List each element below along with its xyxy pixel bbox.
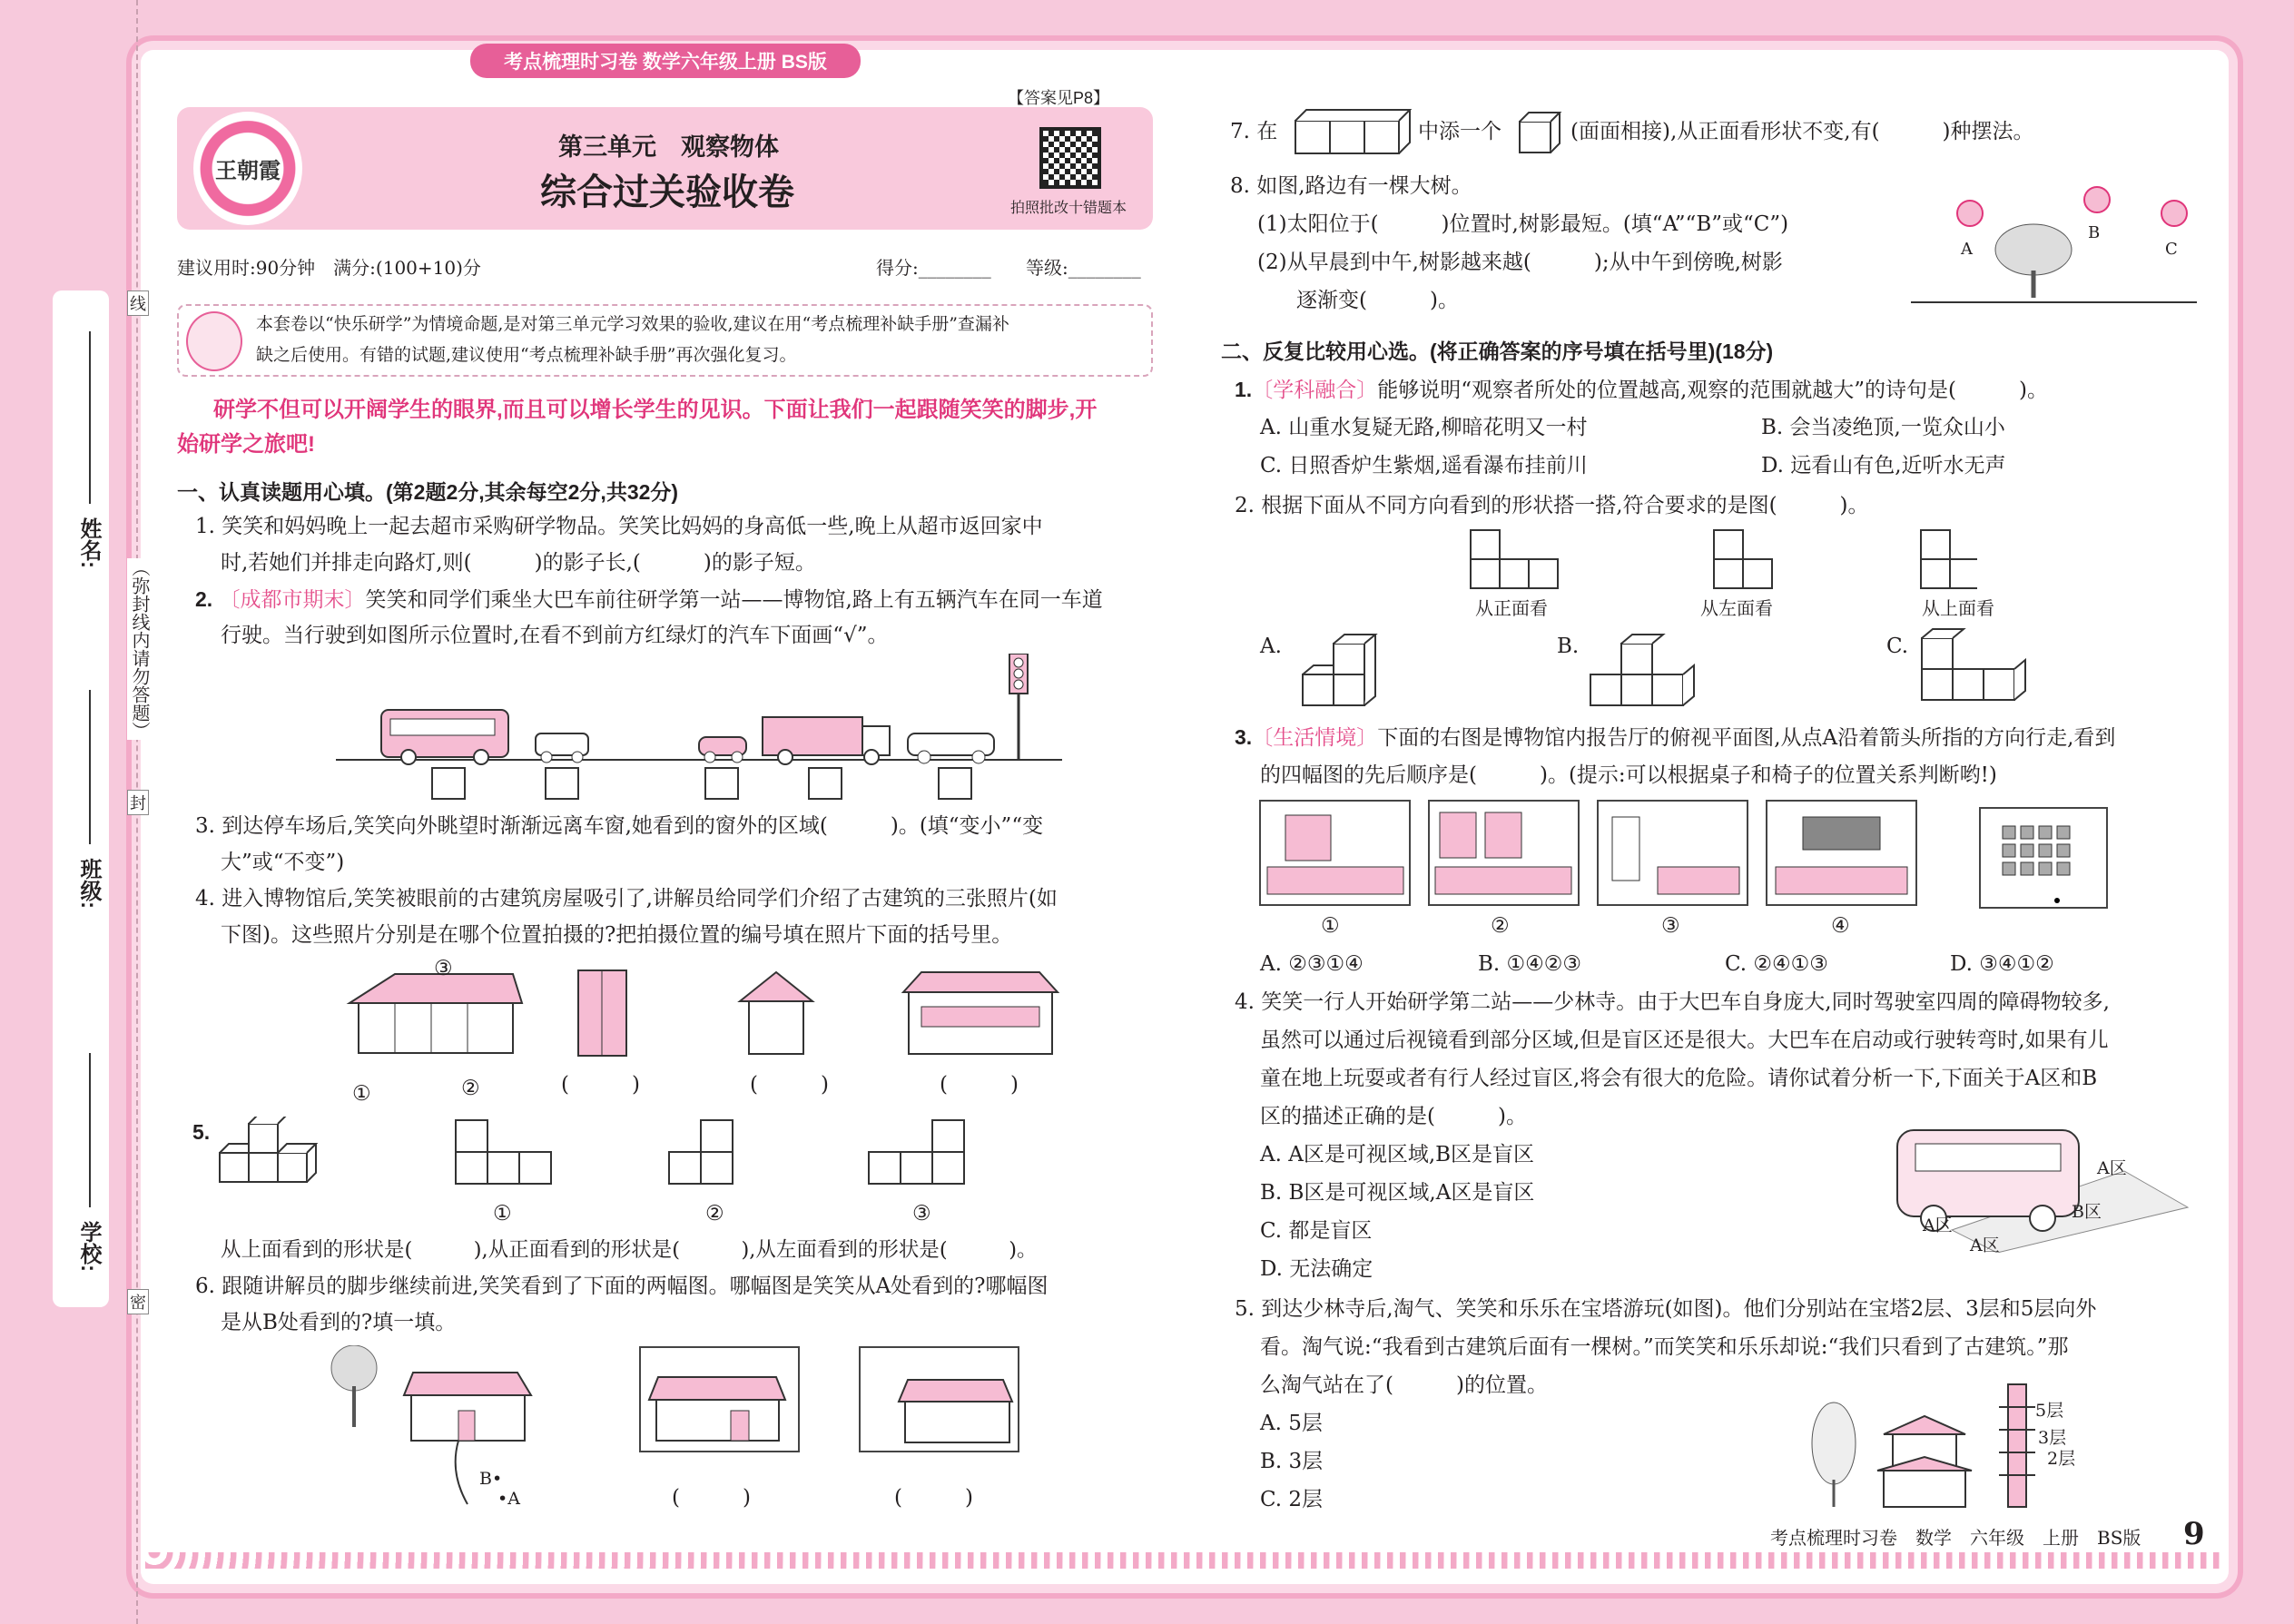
sun-label-C: C: [2165, 240, 2178, 259]
q3-line-1: 3. 到达停车场后,笑笑向外眺望时渐渐远离车窗,她看到的窗外的区域( )。(填“变小”“变: [195, 814, 1044, 838]
s4-option-C[interactable]: C. 都是盲区: [1260, 1219, 1373, 1243]
sun-label-B: B: [2088, 223, 2101, 242]
s3-option-D[interactable]: D. ③④①②: [1950, 952, 2054, 976]
s1-option-A[interactable]: A. 山重水复疑无路,柳暗花明又一村: [1260, 416, 1588, 439]
s5-option-C[interactable]: C. 2层: [1260, 1488, 1324, 1511]
class-line: [89, 690, 91, 844]
floor-label-5: 5层: [2035, 1401, 2064, 1421]
s4-line-2: 虽然可以通过后视镜看到部分区域,但是盲区还是很大。大巴车在启动或行驶转弯时,如果有儿: [1260, 1029, 2109, 1052]
q6-line-2: 是从B处看到的?填一填。: [221, 1311, 457, 1334]
q7-text-a: 7. 在: [1230, 120, 1278, 143]
answer-box-sedan[interactable]: [938, 767, 972, 800]
section-2-heading: 二、反复比较用心选。(将正确答案的序号填在括号里)(18分): [1221, 340, 1774, 363]
intro-line-2: 始研学之旅吧!: [177, 432, 315, 457]
s5-option-B[interactable]: B. 3层: [1260, 1450, 1324, 1473]
q5-view-3: [867, 1118, 976, 1186]
s5-line-1: 5. 到达少林寺后,淘气、笑笑和乐乐在宝塔游玩(如图)。他们分别站在宝塔2层、3层和5层向外: [1235, 1297, 2097, 1321]
s3-option-B[interactable]: B. ①④②③: [1478, 952, 1582, 976]
s3-view-4: ④: [1831, 914, 1850, 938]
q3-line-2: 大”或“不变”): [221, 851, 345, 874]
tree-icon: [1812, 1403, 1856, 1507]
traffic-light-icon: [1009, 654, 1028, 760]
score-field[interactable]: 得分:________: [876, 257, 991, 279]
s1-tag: 〔学科融合〕: [1252, 379, 1378, 402]
footer-wave-border: [145, 1552, 2224, 1569]
answer-box-pink-car[interactable]: [704, 767, 739, 800]
s2-option-B[interactable]: B.: [1557, 635, 1580, 658]
seal-char-3: 密: [127, 1289, 149, 1314]
note-line-1: 本套卷以“快乐研学”为情境命题,是对第三单元学习效果的验收,建议在用“考点梳理补缺手册”查漏补: [256, 314, 1009, 334]
qr-caption: 拍照批改十错题本: [1010, 201, 1127, 216]
s2-view-front: 从正面看: [1475, 597, 1548, 619]
q4-mark-2: ②: [461, 1077, 480, 1100]
answer-box-car[interactable]: [545, 767, 579, 800]
room-view-4: [1767, 801, 1916, 905]
q2-line-1: 笑笑和同学们乘坐大巴车前往研学第一站——博物馆,路上有五辆汽车在同一车道: [365, 588, 1103, 612]
q4-answer-1[interactable]: ( ): [561, 1073, 640, 1097]
s4-line-1: 4. 笑笑一行人开始研学第二站——少林寺。由于大巴车自身庞大,同时驾驶室四周的障碍物较多,: [1235, 990, 2110, 1014]
s2-question: 2. 根据下面从不同方向看到的形状搭一搭,符合要求的是图( )。: [1235, 494, 1869, 517]
s2-figure-B: [1589, 634, 1734, 715]
binding-strip: [53, 290, 109, 1307]
sun-icon-b: [2084, 187, 2110, 212]
q5-label-3: ③: [912, 1202, 931, 1225]
s1-question: 能够说明“观察者所处的位置越高,观察的范围就越大”的诗句是( )。: [1377, 379, 2048, 402]
q6-answer-1[interactable]: ( ): [672, 1486, 751, 1510]
s4-option-A[interactable]: A. A区是可视区域,B区是盲区: [1260, 1143, 1535, 1166]
pagoda-icon: [1999, 1384, 2035, 1507]
q4-answer-3[interactable]: ( ): [940, 1073, 1019, 1097]
answer-box-bus[interactable]: [431, 767, 466, 800]
q8-line-4: 逐渐变( )。: [1296, 289, 1459, 312]
s2-view-top: 从上面看: [1922, 597, 1994, 619]
s3-classroom-views: [1258, 799, 2166, 926]
room-view-2: [1429, 801, 1579, 905]
s4-line-4: 区的描述正确的是( )。: [1260, 1105, 1527, 1128]
building-side-icon: [578, 970, 626, 1056]
s3-view-1: ①: [1321, 914, 1340, 938]
sun-icon-c: [2161, 201, 2187, 226]
q4-mark-3: ③: [434, 957, 453, 980]
house-icon: [404, 1373, 531, 1441]
room-view-1: [1260, 801, 1410, 905]
s5-line-2: 看。淘气说:“我看到古建筑后面有一棵树。”而笑笑和乐乐却说:“我们只看到了古建筑。”那: [1260, 1335, 2069, 1359]
grade-field[interactable]: 等级:________: [1026, 257, 1141, 279]
zone-label-A3: A区: [1970, 1235, 2000, 1255]
tree-icon: [331, 1345, 377, 1427]
building-end-icon: [740, 972, 812, 1054]
page-number: 9: [2183, 1516, 2205, 1552]
note-line-2: 缺之后使用。有错的试题,建议使用“考点梳理补缺手册”再次强化复习。: [256, 345, 797, 365]
bus-icon: [381, 710, 508, 764]
s1-option-B[interactable]: B. 会当凌绝顶,一览众山小: [1761, 416, 2005, 439]
q5-label-1: ①: [493, 1202, 512, 1225]
q8-line-1: 8. 如图,路边有一棵大树。: [1230, 174, 1472, 198]
q6-point-B: B•: [479, 1469, 503, 1489]
seal-char-1: 线: [127, 290, 149, 316]
s4-line-3: 童在地上玩耍或者有行人经过盲区,将会有很大的危险。请你试着分析一下,下面关于A区和B: [1260, 1067, 2098, 1090]
s2-figure-C: [1920, 628, 2065, 714]
q1-line-2: 时,若她们并排走向路灯,则( )的影子长,( )的影子短。: [221, 551, 816, 575]
s2-figure-A: [1294, 634, 1439, 715]
intro-line-1: 研学不但可以开阔学生的眼界,而且可以增长学生的见识。下面让我们一起跟随笑笑的脚步,开: [213, 398, 1098, 422]
q6-line-1: 6. 跟随讲解员的脚步继续前进,笑笑看到了下面的两幅图。哪幅图是笑笑从A处看到的?哪幅图: [195, 1275, 1049, 1298]
section-1-heading: 一、认真读题用心填。(第2题2分,其余每空2分,共32分): [177, 480, 679, 504]
q4-line-1: 4. 进入博物馆后,笑笑被眼前的古建筑房屋吸引了,讲解员给同学们介绍了古建筑的三张照片(如: [195, 887, 1058, 910]
s1-option-C[interactable]: C. 日照香炉生紫烟,遥看瀑布挂前川: [1260, 454, 1588, 477]
girl-avatar-icon: [186, 311, 242, 371]
floor-plan-icon: [1980, 808, 2107, 908]
class-label: 班级:: [76, 858, 101, 909]
q6-point-A: •A: [497, 1489, 520, 1509]
zone-label-B: B区: [2072, 1202, 2102, 1222]
q7-text-c: (面面相接),从正面看形状不变,有( )种摆法。: [1570, 120, 2034, 143]
floor-label-2: 2层: [2047, 1449, 2076, 1469]
s3-line-1: 下面的右图是博物馆内报告厅的俯视平面图,从点A沿着箭头所指的方向行走,看到: [1377, 726, 2116, 750]
title-header: [177, 107, 1153, 230]
s4-option-D[interactable]: D. 无法确定: [1260, 1257, 1373, 1281]
tree-icon: [1995, 224, 2072, 298]
answer-box-truck[interactable]: [808, 767, 842, 800]
q5-view-2: [667, 1118, 776, 1186]
q2-line-2: 行驶。当行驶到如图所示位置时,在看不到前方红绿灯的汽车下面画“√”。: [221, 624, 889, 647]
q8-line-3: (2)从早晨到中午,树影越来越( );从中午到傍晚,树影: [1257, 251, 1783, 274]
q2-tag: 〔成都市期末〕: [219, 588, 366, 612]
s2-view-left: 从左面看: [1700, 597, 1773, 619]
s3-view-2: ②: [1491, 914, 1510, 938]
building-front-icon: [903, 972, 1058, 1054]
q7-text-b: 中添一个: [1418, 120, 1501, 143]
sun-label-A: A: [1961, 240, 1973, 259]
s3-tag: 〔生活情境〕: [1252, 726, 1378, 750]
s2-views: [1469, 528, 1977, 594]
small-car-icon: [536, 733, 588, 763]
footer-text: 考点梳理时习卷 数学 六年级 上册 BS版: [1770, 1527, 2141, 1549]
name-label: 姓名:: [76, 517, 101, 568]
pink-car-icon: [699, 737, 746, 763]
s3-view-3: ③: [1661, 914, 1680, 938]
floor-label-3: 3层: [2038, 1428, 2067, 1448]
s3-line-2: 的四幅图的先后顺序是( )。(提示:可以根据桌子和椅子的位置关系判断哟!): [1260, 763, 1997, 787]
temple-icon: [1877, 1416, 1972, 1507]
qr-code-icon[interactable]: [1039, 127, 1101, 189]
school-label: 学校:: [76, 1221, 101, 1272]
q5-question: 从上面看到的形状是( ),从正面看到的形状是( ),从左面看到的形状是( )。: [221, 1238, 1038, 1262]
sun-icon-a: [1957, 201, 1983, 226]
truck-icon: [763, 717, 890, 764]
name-line: [89, 331, 91, 504]
q4-answer-2[interactable]: ( ): [750, 1073, 829, 1097]
s3-option-C[interactable]: C. ②④①③: [1725, 952, 1828, 976]
s2-option-C[interactable]: C.: [1886, 635, 1909, 658]
zone-label-A2: A区: [1923, 1216, 1953, 1235]
answer-reference: 【答案见P8】: [1008, 89, 1110, 107]
q4-mark-1: ①: [352, 1082, 371, 1106]
q7-cube-row: [1294, 107, 1412, 157]
q6-answer-2[interactable]: ( ): [894, 1486, 973, 1510]
s2-option-A[interactable]: A.: [1260, 635, 1282, 658]
seal-char-2: 封: [127, 790, 149, 815]
seal-note: （弥封线内请勿答题）: [127, 558, 153, 740]
zone-label-A1: A区: [2097, 1158, 2127, 1178]
building-3d-icon: [350, 974, 522, 1053]
main-title: 综合过关验收卷: [540, 172, 794, 212]
time-score: 建议用时:90分钟 满分:(100+10)分: [177, 257, 481, 279]
q5-number: 5.: [192, 1120, 211, 1144]
q7-single-cube: [1518, 111, 1563, 156]
q2-number: 2.: [195, 587, 213, 611]
s5-option-A[interactable]: A. 5层: [1260, 1412, 1323, 1435]
s3-option-A[interactable]: A. ②③①④: [1260, 952, 1364, 976]
top-badge: 考点梳理时习卷 数学六年级上册 BS版: [470, 44, 861, 78]
brand-logo: 王朝霞: [193, 112, 302, 225]
school-line: [89, 1053, 91, 1207]
q5-view-1: [454, 1118, 563, 1186]
q1-line-1: 1. 笑笑和妈妈晚上一起去超市采购研学物品。笑笑比妈妈的身高低一些,晚上从超市返回家中: [195, 515, 1043, 538]
q8-sun-tree: [1911, 182, 2201, 309]
s4-option-B[interactable]: B. B区是可视区域,A区是盲区: [1260, 1181, 1535, 1205]
q4-line-2: 下图)。这些照片分别是在哪个位置拍摄的?把拍摄位置的编号填在照片下面的括号里。: [221, 923, 1013, 947]
q5-label-2: ②: [705, 1202, 724, 1225]
s5-line-3: 么淘气站在了( )的位置。: [1260, 1373, 1548, 1397]
q5-cube-stack: [218, 1117, 345, 1189]
s1-option-D[interactable]: D. 远看山有色,近听水无声: [1761, 454, 2006, 477]
unit-title: 第三单元 观察物体: [558, 133, 779, 161]
room-view-3: [1598, 801, 1748, 905]
q8-line-2: (1)太阳位于( )位置时,树影最短。(填“A”“B”或“C”): [1257, 212, 1789, 236]
